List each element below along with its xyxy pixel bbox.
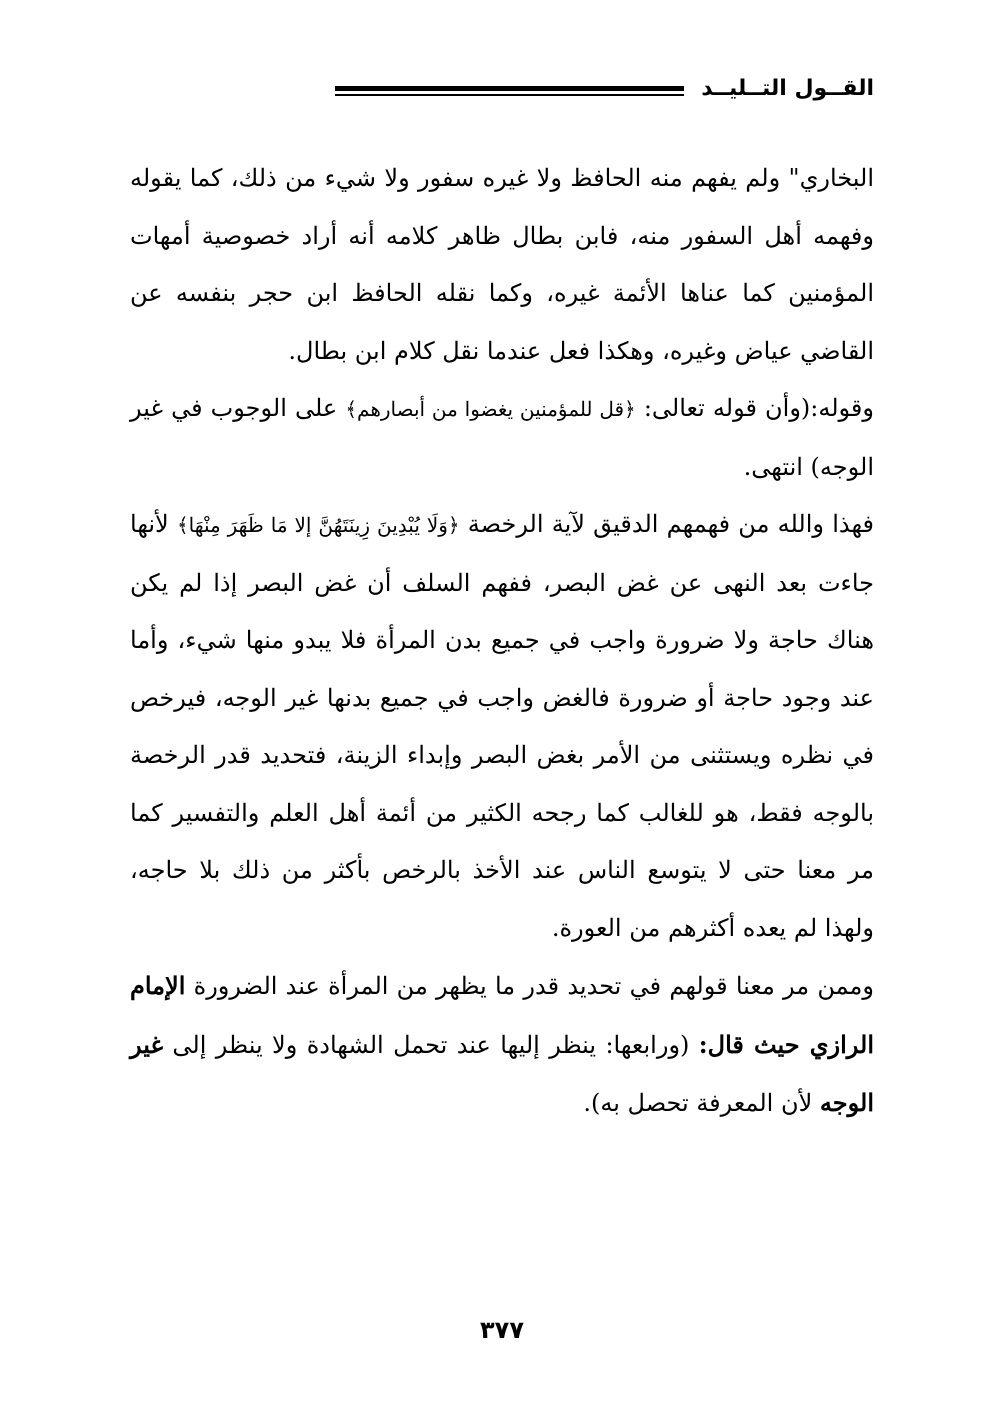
page-number: ٣٧٧ [480,1316,524,1344]
paragraph-3-text-before: فهذا والله من فهمهم الدقيق لآية الرخصة [459,510,874,538]
paragraph-4-part-3: لأن المعرفة تحصل به). [583,1089,820,1117]
paragraph-1: البخاري" ولم يفهم منه الحافظ ولا غيره سفور ولا شيء من ذلك، كما يقوله وفهمه أهل السفور منه، فابن بطال ظاهر كلامه أنه أراد خصوصية أمهات المؤمنين كما عناها الأئمة غيره، وكما نقله الحافظ ابن حجر بنفسه عن القاضي عياض وغيره، وهكذا فعل عندما نقل كلام ابن بطال. [130,164,874,365]
running-header-title: القــول التــليــد [701,76,874,101]
paragraph-2-text-after: على الوجوب في غير الوجه) انتهى. [130,394,874,481]
header-double-rule [335,86,684,96]
quran-verse-2: ﴿وَلَا يُبْدِينَ زِينَتَهُنَّ إلا مَا ظَهَرَ مِنْهَا﴾ [176,513,460,537]
header-rule-thick [335,86,684,91]
quran-verse-1: ﴿قل للمؤمنين يغضوا من أبصارهم﴾ [345,397,636,421]
header-rule-thin [335,94,684,96]
paragraph-4-part-2: (ورابعها: ينظر إليها عند تحمل الشهادة ولا ينظر إلى [163,1030,699,1059]
paragraph-3-text-after: لأنها جاءت بعد النهى عن غض البصر، ففهم السلف أن غض البصر إذا لم يكن هناك حاجة ولا ضرورة واجب في جميع بدن المرأة فلا يبدو منها شيء، وأما عند وجود حاجة أو ضرورة فالغض واجب في جميع بدنها غير الوجه، فيرخص في نظره ويستثنى من الأمر بغض البصر وإبداء الزينة، فتحديد قدر الرخصة بالوجه فقط، هو للغالب كما رجحه الكثير من أئمة أهل العلم والتفسير كما مر معنا حتى لا يتوسع الناس عند الأخذ بالرخص بأكثر من ذلك بلا حاجه، ولهذا لم يعده أكثرهم من العورة. [130,510,874,942]
paragraph-4-bold-2: غير الوجه [130,1029,874,1117]
paragraph-3 [130,496,874,957]
page-body [130,150,874,1133]
paragraph-4-part-1: وممن مر معنا قولهم في تحديد قدر ما يظهر من المرأة عند الضرورة [185,972,874,1000]
running-header [130,72,874,112]
paragraph-4 [130,957,874,1133]
paragraph-4-bold-1: الإمام الرازي حيث قال: [130,971,874,1059]
paragraph-2 [130,380,874,496]
paragraph-2-text-before: وقوله:(وأن قوله تعالى: [635,394,874,422]
